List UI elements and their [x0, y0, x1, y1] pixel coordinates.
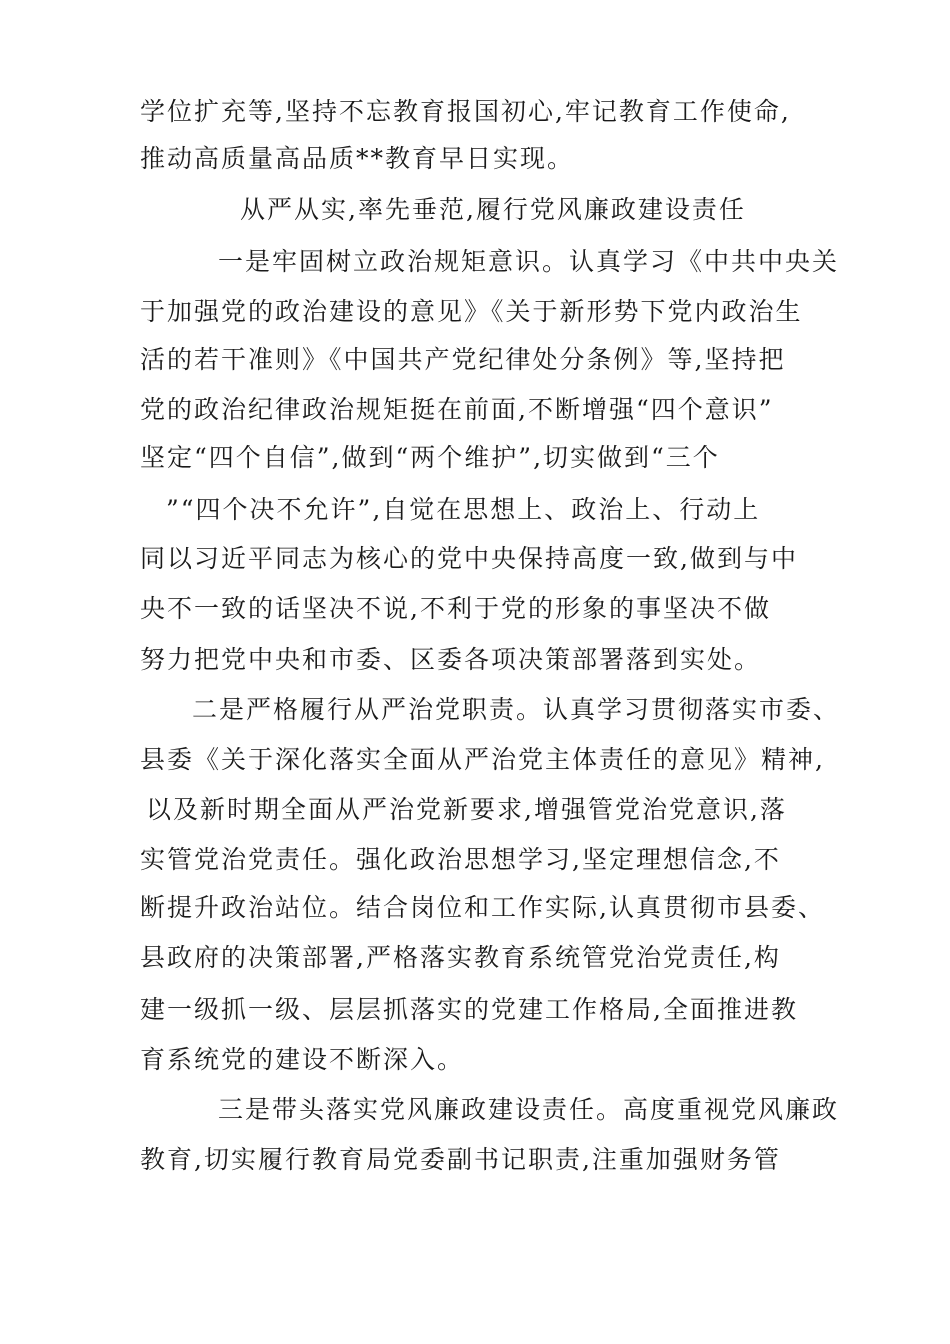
paragraph-first-line: 三是带头落实党风廉政建设责任。高度重视党风廉政 — [218, 1095, 840, 1124]
text-line: 以及新时期全面从严治党新要求,增强管党治党意识,落 — [146, 795, 787, 824]
paragraph-first-line: 二是严格履行从严治党职责。认真学习贯彻落实市委、 — [192, 695, 841, 724]
text-line: 断提升政治站位。结合岗位和工作实际,认真贯彻市县委、 — [140, 893, 825, 922]
text-line: 活的若干准则》《中国共产党纪律处分条例》等,坚持把 — [140, 345, 786, 374]
text-line: 坚定“四个自信”,做到“两个维护”,切实做到“三个 — [140, 443, 720, 472]
section-heading: 从严从实,率先垂范,履行党风廉政建设责任 — [240, 195, 746, 224]
text-line: 教育,切实履行教育局党委副书记职责,注重加强财务管 — [140, 1145, 781, 1174]
text-line: 努力把党中央和市委、区委各项决策部署落到实处。 — [140, 645, 762, 674]
text-line: 县委《关于深化落实全面从严治党主体责任的意见》精神, — [140, 745, 825, 774]
text-line: 实管党治党责任。强化政治思想学习,坚定理想信念,不 — [140, 845, 781, 874]
text-line: 育系统党的建设不断深入。 — [140, 1045, 465, 1074]
text-line: 建一级抓一级、层层抓落实的党建工作格局,全面推进教 — [140, 995, 798, 1024]
text-line: ”“四个决不允许”,自觉在思想上、政治上、行动上 — [166, 495, 761, 524]
text-line: 央不一致的话坚决不说,不利于党的形象的事坚决不做 — [140, 594, 771, 623]
text-line: 推动高质量高品质**教育早日实现。 — [140, 144, 575, 173]
text-line: 学位扩充等,坚持不忘教育报国初心,牢记教育工作使命, — [140, 97, 791, 126]
text-line: 于加强党的政治建设的意见》《关于新形势下党内政治生 — [140, 297, 803, 326]
text-line: 县政府的决策部署,严格落实教育系统管党治党责任,构 — [140, 943, 781, 972]
text-line: 党的政治纪律政治规矩挺在前面,不断增强“四个意识” — [140, 395, 774, 424]
paragraph-first-line: 一是牢固树立政治规矩意识。认真学习《中共中央关 — [218, 247, 840, 276]
text-line: 同以习近平同志为核心的党中央保持高度一致,做到与中 — [140, 544, 798, 573]
